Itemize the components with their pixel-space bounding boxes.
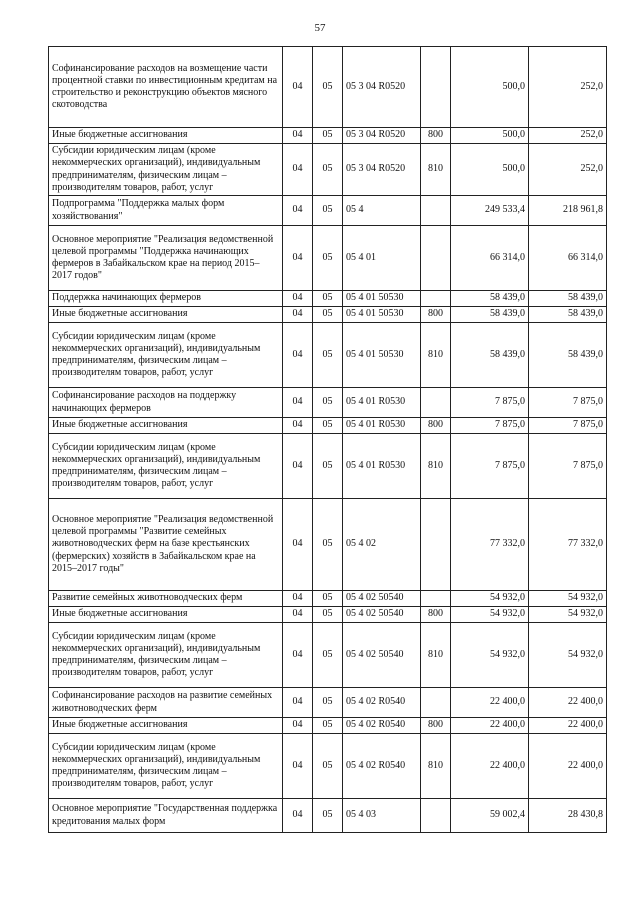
row-expense-type [421, 226, 451, 291]
row-expense-type [421, 196, 451, 226]
row-section-code: 04 [283, 47, 313, 128]
row-target-article: 05 4 02 50540 [343, 623, 421, 688]
row-amount-2: 7 875,0 [529, 434, 607, 499]
row-section-code: 04 [283, 226, 313, 291]
table-row [49, 226, 607, 291]
row-section-code: 04 [283, 388, 313, 418]
row-expense-type: 810 [421, 144, 451, 196]
row-name: Софинансирование расходов на возмещение части процентной ставки по инвестиционным кредитам на строительство и реконструкцию объектов мясного скотоводства [49, 47, 283, 128]
row-name: Иные бюджетные ассигнования [49, 307, 283, 323]
row-section-code: 04 [283, 499, 313, 591]
row-expense-type: 810 [421, 623, 451, 688]
row-target-article: 05 4 01 50530 [343, 291, 421, 307]
row-name: Субсидии юридическим лицам (кроме некоммерческих организаций), индивидуальным предпринимателям, физическим лицам – производителям товаров, работ, услуг [49, 434, 283, 499]
table-row [49, 799, 607, 833]
row-name: Иные бюджетные ассигнования [49, 718, 283, 734]
row-amount-1: 58 439,0 [451, 307, 529, 323]
row-amount-2: 28 430,8 [529, 799, 607, 833]
table-row [49, 607, 607, 623]
table-row [49, 291, 607, 307]
row-amount-1: 500,0 [451, 144, 529, 196]
table-row [49, 688, 607, 718]
row-amount-1: 77 332,0 [451, 499, 529, 591]
row-amount-1: 59 002,4 [451, 799, 529, 833]
row-name: Основное мероприятие "Реализация ведомственной целевой программы "Поддержка начинающих фермеров в Забайкальском крае на период 2015–2017 годов" [49, 226, 283, 291]
row-target-article: 05 4 01 [343, 226, 421, 291]
row-amount-1: 66 314,0 [451, 226, 529, 291]
table-row [49, 591, 607, 607]
row-expense-type [421, 688, 451, 718]
row-section-code: 04 [283, 323, 313, 388]
row-name: Основное мероприятие "Реализация ведомственной целевой программы "Развитие семейных животноводческих ферм на базе крестьянских (фермерских) хозяйств в Забайкальском крае на 2015–2017 годы" [49, 499, 283, 591]
row-section-code: 04 [283, 144, 313, 196]
row-amount-2: 54 932,0 [529, 623, 607, 688]
table-row [49, 734, 607, 799]
row-subsection-code: 05 [313, 128, 343, 144]
row-name: Иные бюджетные ассигнования [49, 128, 283, 144]
row-target-article: 05 4 01 50530 [343, 323, 421, 388]
row-expense-type: 800 [421, 718, 451, 734]
row-amount-1: 500,0 [451, 128, 529, 144]
table-body [49, 47, 607, 833]
row-amount-2: 66 314,0 [529, 226, 607, 291]
row-subsection-code: 05 [313, 434, 343, 499]
table-row [49, 434, 607, 499]
row-target-article: 05 4 01 R0530 [343, 434, 421, 499]
row-name: Субсидии юридическим лицам (кроме некоммерческих организаций), индивидуальным предпринимателям, физическим лицам – производителям товаров, работ, услуг [49, 144, 283, 196]
row-section-code: 04 [283, 128, 313, 144]
table-row [49, 47, 607, 128]
table-row [49, 128, 607, 144]
row-amount-2: 77 332,0 [529, 499, 607, 591]
row-name: Развитие семейных животноводческих ферм [49, 591, 283, 607]
row-section-code: 04 [283, 591, 313, 607]
row-expense-type: 800 [421, 128, 451, 144]
row-amount-1: 58 439,0 [451, 291, 529, 307]
row-target-article: 05 3 04 R0520 [343, 144, 421, 196]
row-target-article: 05 4 [343, 196, 421, 226]
row-section-code: 04 [283, 799, 313, 833]
row-amount-1: 22 400,0 [451, 688, 529, 718]
row-amount-2: 218 961,8 [529, 196, 607, 226]
row-subsection-code: 05 [313, 196, 343, 226]
row-subsection-code: 05 [313, 499, 343, 591]
row-subsection-code: 05 [313, 47, 343, 128]
row-section-code: 04 [283, 718, 313, 734]
table-row [49, 418, 607, 434]
row-subsection-code: 05 [313, 607, 343, 623]
row-subsection-code: 05 [313, 734, 343, 799]
row-name: Иные бюджетные ассигнования [49, 418, 283, 434]
row-name: Субсидии юридическим лицам (кроме некоммерческих организаций), индивидуальным предпринимателям, физическим лицам – производителям товаров, работ, услуг [49, 734, 283, 799]
row-name: Иные бюджетные ассигнования [49, 607, 283, 623]
row-subsection-code: 05 [313, 418, 343, 434]
row-name: Субсидии юридическим лицам (кроме некоммерческих организаций), индивидуальным предпринимателям, физическим лицам – производителям товаров, работ, услуг [49, 623, 283, 688]
row-subsection-code: 05 [313, 388, 343, 418]
row-name: Поддержка начинающих фермеров [49, 291, 283, 307]
row-expense-type [421, 799, 451, 833]
row-subsection-code: 05 [313, 307, 343, 323]
row-amount-1: 54 932,0 [451, 591, 529, 607]
row-section-code: 04 [283, 291, 313, 307]
table-row [49, 388, 607, 418]
row-name: Софинансирование расходов на поддержку начинающих фермеров [49, 388, 283, 418]
row-expense-type [421, 388, 451, 418]
row-expense-type [421, 591, 451, 607]
row-target-article: 05 4 02 50540 [343, 607, 421, 623]
row-expense-type: 810 [421, 323, 451, 388]
row-amount-1: 249 533,4 [451, 196, 529, 226]
row-target-article: 05 4 02 [343, 499, 421, 591]
table-row [49, 323, 607, 388]
row-target-article: 05 4 01 R0530 [343, 418, 421, 434]
row-name: Подпрограмма "Поддержка малых форм хозяйствования" [49, 196, 283, 226]
table-row [49, 623, 607, 688]
row-subsection-code: 05 [313, 718, 343, 734]
row-expense-type: 810 [421, 734, 451, 799]
row-section-code: 04 [283, 418, 313, 434]
row-expense-type: 800 [421, 307, 451, 323]
row-section-code: 04 [283, 607, 313, 623]
row-amount-2: 252,0 [529, 128, 607, 144]
row-subsection-code: 05 [313, 623, 343, 688]
row-section-code: 04 [283, 434, 313, 499]
table-row [49, 196, 607, 226]
row-subsection-code: 05 [313, 291, 343, 307]
row-amount-2: 58 439,0 [529, 291, 607, 307]
table-row [49, 307, 607, 323]
row-subsection-code: 05 [313, 144, 343, 196]
row-target-article: 05 4 01 R0530 [343, 388, 421, 418]
row-expense-type: 800 [421, 607, 451, 623]
table-row [49, 144, 607, 196]
row-amount-1: 7 875,0 [451, 418, 529, 434]
budget-table [48, 46, 607, 833]
row-name: Софинансирование расходов на развитие семейных животноводческих ферм [49, 688, 283, 718]
row-target-article: 05 4 02 R0540 [343, 718, 421, 734]
row-target-article: 05 4 02 50540 [343, 591, 421, 607]
row-amount-1: 54 932,0 [451, 623, 529, 688]
row-subsection-code: 05 [313, 226, 343, 291]
row-amount-2: 252,0 [529, 47, 607, 128]
row-expense-type: 800 [421, 418, 451, 434]
row-amount-2: 54 932,0 [529, 591, 607, 607]
row-section-code: 04 [283, 688, 313, 718]
row-target-article: 05 4 02 R0540 [343, 734, 421, 799]
page-number: 57 [314, 22, 326, 34]
row-amount-2: 252,0 [529, 144, 607, 196]
row-target-article: 05 3 04 R0520 [343, 128, 421, 144]
row-name: Субсидии юридическим лицам (кроме некоммерческих организаций), индивидуальным предпринимателям, физическим лицам – производителям товаров, работ, услуг [49, 323, 283, 388]
row-target-article: 05 3 04 R0520 [343, 47, 421, 128]
row-section-code: 04 [283, 734, 313, 799]
row-amount-1: 58 439,0 [451, 323, 529, 388]
row-amount-2: 58 439,0 [529, 307, 607, 323]
row-amount-1: 500,0 [451, 47, 529, 128]
row-name: Основное мероприятие "Государственная поддержка кредитования малых форм [49, 799, 283, 833]
table-row [49, 718, 607, 734]
row-subsection-code: 05 [313, 799, 343, 833]
row-amount-2: 54 932,0 [529, 607, 607, 623]
row-subsection-code: 05 [313, 323, 343, 388]
row-amount-2: 22 400,0 [529, 734, 607, 799]
row-expense-type [421, 499, 451, 591]
row-section-code: 04 [283, 307, 313, 323]
row-amount-1: 22 400,0 [451, 734, 529, 799]
row-subsection-code: 05 [313, 688, 343, 718]
row-section-code: 04 [283, 196, 313, 226]
row-amount-2: 22 400,0 [529, 688, 607, 718]
row-amount-2: 7 875,0 [529, 418, 607, 434]
row-expense-type: 810 [421, 434, 451, 499]
row-section-code: 04 [283, 623, 313, 688]
row-target-article: 05 4 02 R0540 [343, 688, 421, 718]
row-expense-type [421, 47, 451, 128]
row-amount-1: 22 400,0 [451, 718, 529, 734]
row-target-article: 05 4 01 50530 [343, 307, 421, 323]
row-amount-1: 54 932,0 [451, 607, 529, 623]
row-amount-1: 7 875,0 [451, 434, 529, 499]
row-amount-2: 7 875,0 [529, 388, 607, 418]
row-amount-2: 22 400,0 [529, 718, 607, 734]
row-target-article: 05 4 03 [343, 799, 421, 833]
row-amount-2: 58 439,0 [529, 323, 607, 388]
table-row [49, 499, 607, 591]
row-amount-1: 7 875,0 [451, 388, 529, 418]
row-expense-type [421, 291, 451, 307]
row-subsection-code: 05 [313, 591, 343, 607]
